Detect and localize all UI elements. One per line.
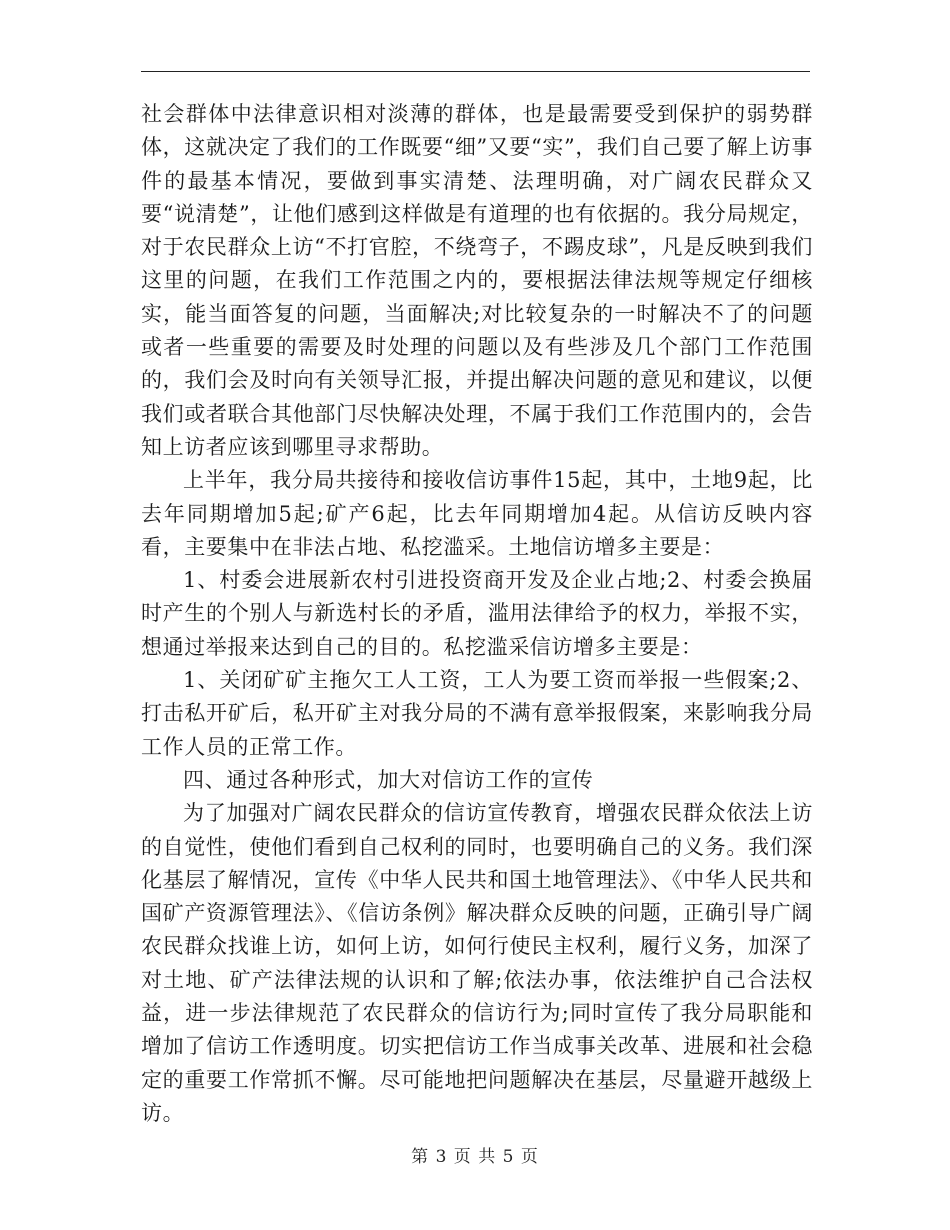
section-heading: 四、通过各种形式，加大对信访工作的宣传 xyxy=(183,767,594,792)
page-number-footer: 第 3 页 共 5 页 xyxy=(411,1147,539,1167)
paragraph-3: 1、村委会进展新农村引进投资商开发及企业占地;2、村委会换届时产生的个别人与新选村长的矛盾，滥用法律给予的权力，举报不实，想通过举报来达到自己的目的。私挖滥采信访增多主要是： xyxy=(141,568,813,659)
paragraph-2: 上半年，我分局共接待和接收信访事件15起，其中，土地9起，比去年同期增加5起;矿产6起，比去年同期增加4起。从信访反映内容看，主要集中在非法占地、私挖滥采。土地信访增多主要是： xyxy=(141,468,813,559)
paragraph-1: 社会群体中法律意识相对淡薄的群体，也是最需要受到保护的弱势群体，这就决定了我们的工作既要“细”又要“实”，我们自己要了解上访事件的最基本情况，要做到事实清楚、法理明确，对广阔农民群众又要“说清楚”，让他们感到这样做是有道理的也有依据的。我分局规定，对于农民群众上访“不打官腔，不绕弯子，不踢皮球”，凡是反映到我们这里的问题，在我们工作范围之内的，要根据法律法规等规定仔细核实，能当面答复的问题，当面解决;对比较复杂的一时解决不了的问题或者一些重要的需要及时处理的问题以及有些涉及几个部门工作范围的，我们会及时向有关领导汇报，并提出解决问题的意见和建议，以便我们或者联合其他部门尽快解决处理，不属于我们工作范围内的，会告知上访者应该到哪里寻求帮助。 xyxy=(141,102,813,459)
document-body xyxy=(141,98,813,1130)
section-paragraph: 为了加强对广阔农民群众的信访宣传教育，增强农民群众依法上访的自觉性，使他们看到自己权利的同时，也要明确自己的义务。我们深化基层了解情况，宣传《中华人民共和国土地管理法》、《中华人民共和国矿产资源管理法》、《信访条例》解决群众反映的问题，正确引导广阔农民群众找谁上访，如何上访，如何行使民主权利，履行义务，加深了对土地、矿产法律法规的认识和了解;依法办事，依法维护自己合法权益，进一步法律规范了农民群众的信访行为;同时宣传了我分局职能和增加了信访工作透明度。切实把信访工作当成事关改革、进展和社会稳定的重要工作常抓不懈。尽可能地把问题解决在基层，尽量避开越级上访。 xyxy=(141,801,813,1125)
header-rule xyxy=(141,71,810,72)
paragraph-4: 1、关闭矿矿主拖欠工人工资，工人为要工资而举报一些假案;2、打击私开矿后，私开矿主对我分局的不满有意举报假案，来影响我分局工作人员的正常工作。 xyxy=(141,668,813,759)
